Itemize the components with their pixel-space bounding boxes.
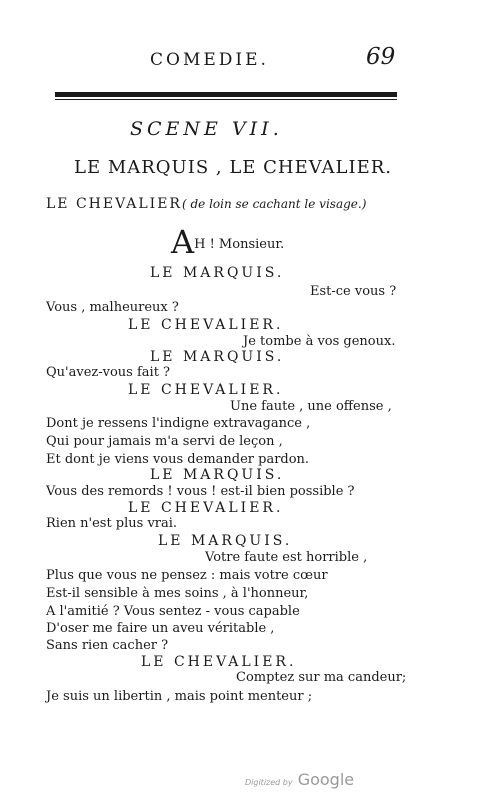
running-title: COMEDIE. [150,50,269,70]
dialogue-line: Je tombe à vos genoux. [243,334,396,349]
header-rule-thin [55,99,397,100]
speaker-heading: LE CHEVALIER. [128,500,284,516]
scene-cast: LE MARQUIS , LE CHEVALIER. [74,157,393,178]
speaker-heading: LE MARQUIS. [150,265,285,281]
dialogue-line: Rien n'est plus vrai. [46,516,178,531]
dialogue-line: Qui pour jamais m'a servi de leçon , [46,434,283,449]
speaker-heading: LE MARQUIS. [150,349,285,365]
speaker-heading: LE CHEVALIER. [128,317,284,333]
dialogue-line: Plus que vous ne pensez : mais votre cœur [46,568,328,583]
speaker-heading: LE MARQUIS. [158,533,293,549]
header-rule-thick [55,92,397,97]
dialogue-line: Est-il sensible à mes soins , à l'honneur, [46,586,309,601]
digitization-watermark [245,770,354,789]
stage-direction: ( de loin se cachant le visage.) [181,197,367,211]
speaker-heading: LE CHEVALIER. [128,382,284,398]
dialogue-line: D'oser me faire un aveu véritable , [46,621,275,636]
scene-title: SCENE VII. [130,118,283,140]
page-number: 69 [366,44,396,70]
speaker-heading: LE MARQUIS. [150,467,285,483]
dialogue-line: Comptez sur ma candeur; [236,670,407,685]
dialogue-line: Sans rien cacher ? [46,638,169,653]
dialogue-line: Votre faute est horrible , [205,550,368,565]
speaker-heading: LE CHEVALIER. [141,654,297,670]
google-logo: Google [297,770,355,789]
drop-cap: A [171,223,195,261]
dialogue-text: H ! Monsieur. [194,237,285,252]
dialogue-line: Une faute , une offense , [230,399,392,414]
dialogue-line: Est-ce vous ? [310,284,397,299]
speaker-heading [46,196,366,212]
speaker-name: LE CHEVALIER [46,196,182,212]
dialogue-line: Je suis un libertin , mais point menteur ; [46,689,313,704]
dialogue-line: A l'amitié ? Vous sentez - vous capable [46,604,300,619]
dialogue-line: Et dont je viens vous demander pardon. [46,452,310,467]
dialogue-line [171,223,285,261]
dialogue-line: Qu'avez-vous fait ? [46,365,171,380]
dialogue-line: Vous des remords ! vous ! est-il bien possible ? [46,484,355,499]
dialogue-line: Dont je ressens l'indigne extravagance , [46,416,311,431]
dialogue-line: Vous , malheureux ? [46,300,179,315]
watermark-prefix: Digitized by [245,778,293,787]
